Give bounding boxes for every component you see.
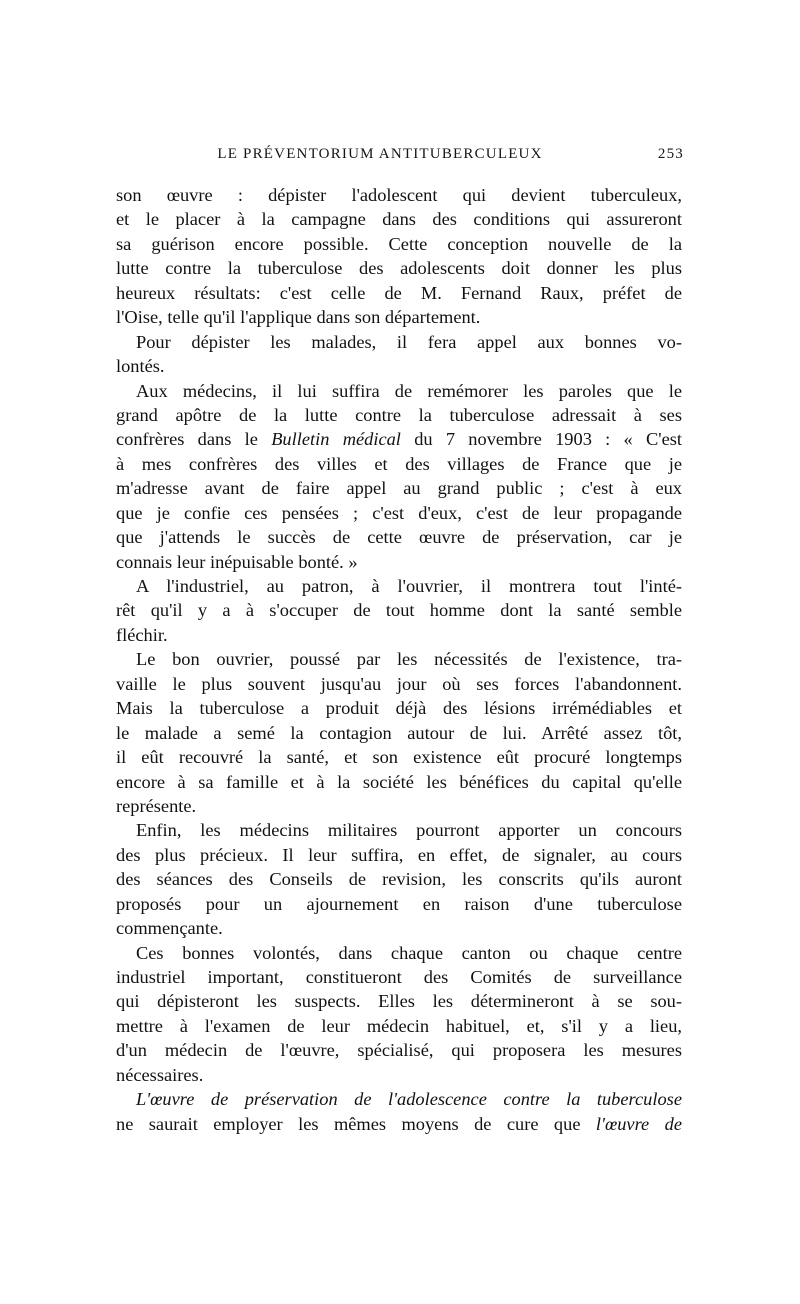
- line-text: encore à sa famille et à la société les bénéfices du capital qu'elle: [116, 771, 682, 792]
- text-line: [116, 696, 682, 720]
- text-line: [116, 427, 682, 451]
- line-italic-text: Bulletin médical: [271, 429, 401, 450]
- line-text: et le placer à la campagne dans des conditions qui assureront: [116, 209, 682, 230]
- line-text: représente.: [116, 795, 197, 816]
- text-line: [116, 1014, 682, 1038]
- text-line: [116, 207, 682, 231]
- text-line: [116, 672, 682, 696]
- line-text: qui dépisteront les suspects. Elles les détermineront à se sou-: [116, 991, 682, 1012]
- line-text: lutte contre la tuberculose des adolescents doit donner les plus: [116, 258, 682, 279]
- text-line: [116, 525, 682, 549]
- line-text: des séances des Conseils de revision, les conscrits qu'ils auront: [116, 869, 682, 890]
- text-line: [116, 721, 682, 745]
- line-text: il eût recouvré la santé, et son existence eût procuré longtemps: [116, 747, 682, 768]
- text-line: [116, 1063, 682, 1087]
- line-text: industriel important, constitueront des Comités de surveillance: [116, 967, 682, 987]
- line-text: rêt qu'il y a à s'occuper de tout homme dont la santé semble: [116, 600, 682, 621]
- text-line: [116, 501, 682, 525]
- line-text: d'un médecin de l'œuvre, spécialisé, qui proposera les mesures: [116, 1040, 682, 1061]
- running-header: [116, 146, 684, 168]
- line-text: nécessaires.: [116, 1064, 204, 1085]
- text-line: [116, 623, 682, 647]
- line-text: Aux médecins, il lui suffira de remémorer les paroles que le: [136, 380, 682, 401]
- text-line: [116, 598, 682, 622]
- line-text: Ces bonnes volontés, dans chaque canton ou chaque centre: [136, 942, 682, 963]
- text-line: [116, 305, 682, 329]
- line-text: heureux résultats: c'est celle de M. Fernand Raux, préfet de: [116, 282, 682, 303]
- text-line: [116, 647, 682, 671]
- line-text: l'Oise, telle qu'il l'applique dans son département.: [116, 307, 481, 328]
- line-text: que j'attends le succès de cette œuvre de préservation, car je: [116, 527, 682, 548]
- line-text: Mais la tuberculose a produit déjà des lésions irrémédiables et: [116, 698, 682, 719]
- line-text: Enfin, les médecins militaires pourront apporter un concours: [136, 820, 682, 841]
- text-line: [116, 452, 682, 476]
- text-line: [116, 867, 682, 891]
- text-line: [116, 1087, 682, 1111]
- text-line: [116, 965, 682, 989]
- text-line: [116, 232, 682, 256]
- line-text: confrères dans le: [116, 429, 272, 450]
- line-text: grand apôtre de la lutte contre la tuberculose adressait à ses: [116, 404, 682, 425]
- text-line: [116, 330, 682, 354]
- text-line: [116, 574, 682, 598]
- text-line: [116, 354, 682, 378]
- text-line: [116, 770, 682, 794]
- line-text: des plus précieux. Il leur suffira, en effet, de signaler, au cours: [116, 844, 682, 865]
- text-line: [116, 941, 682, 965]
- text-line: [116, 989, 682, 1013]
- line-text: lontés.: [116, 356, 165, 377]
- line-text: Le bon ouvrier, poussé par les nécessités de l'existence, tra-: [136, 649, 682, 670]
- line-italic-text: L'œuvre de préservation de l'adolescence contre la tuberculose: [136, 1089, 682, 1110]
- page-number: 253: [657, 146, 684, 162]
- text-line: [116, 476, 682, 500]
- line-text: que je confie ces pensées ; c'est d'eux, c'est de leur propagande: [116, 502, 682, 523]
- line-text: proposés pour un ajournement en raison d'une tuberculose: [116, 893, 682, 914]
- line-text: son œuvre : dépister l'adolescent qui devient tuberculeux,: [116, 185, 682, 205]
- line-text: mettre à l'examen de leur médecin habituel, et, s'il y a lieu,: [116, 1015, 682, 1036]
- line-text: commençante.: [116, 918, 223, 939]
- line-text: A l'industriel, au patron, à l'ouvrier, il montrera tout l'inté-: [136, 576, 682, 596]
- line-italic-text: l'œuvre de: [595, 1113, 682, 1134]
- line-text: sa guérison encore possible. Cette conception nouvelle de la: [116, 233, 682, 254]
- line-text: le malade a semé la contagion autour de lui. Arrêté assez tôt,: [116, 722, 682, 743]
- line-text: à mes confrères des villes et des villages de France que je: [116, 453, 682, 474]
- line-text: m'adresse avant de faire appel au grand public ; c'est à eux: [116, 478, 682, 499]
- line-text: ne saurait employer les mêmes moyens de cure que: [116, 1113, 596, 1134]
- line-text: Pour dépister les malades, il fera appel aux bonnes vo-: [136, 331, 682, 352]
- line-text: connais leur inépuisable bonté. »: [116, 551, 358, 572]
- text-line: [116, 1112, 682, 1136]
- text-line: [116, 550, 682, 574]
- line-text: vaille le plus souvent jusqu'au jour où ses forces l'abandonnent.: [116, 673, 682, 694]
- text-line: [116, 281, 682, 305]
- line-text: du 7 novembre 1903 : « C'est: [400, 429, 682, 450]
- text-line: [116, 916, 682, 940]
- line-text: fléchir.: [116, 624, 168, 645]
- text-line: [116, 818, 682, 842]
- body-text: [116, 183, 682, 1136]
- text-line: [116, 1038, 682, 1062]
- running-title: LE PRÉVENTORIUM ANTITUBERCULEUX: [217, 146, 543, 162]
- text-line: [116, 794, 682, 818]
- text-line: [116, 379, 682, 403]
- text-line: [116, 892, 682, 916]
- text-line: [116, 843, 682, 867]
- text-line: [116, 256, 682, 280]
- text-line: [116, 745, 682, 769]
- text-line: [116, 403, 682, 427]
- text-line: [116, 183, 682, 207]
